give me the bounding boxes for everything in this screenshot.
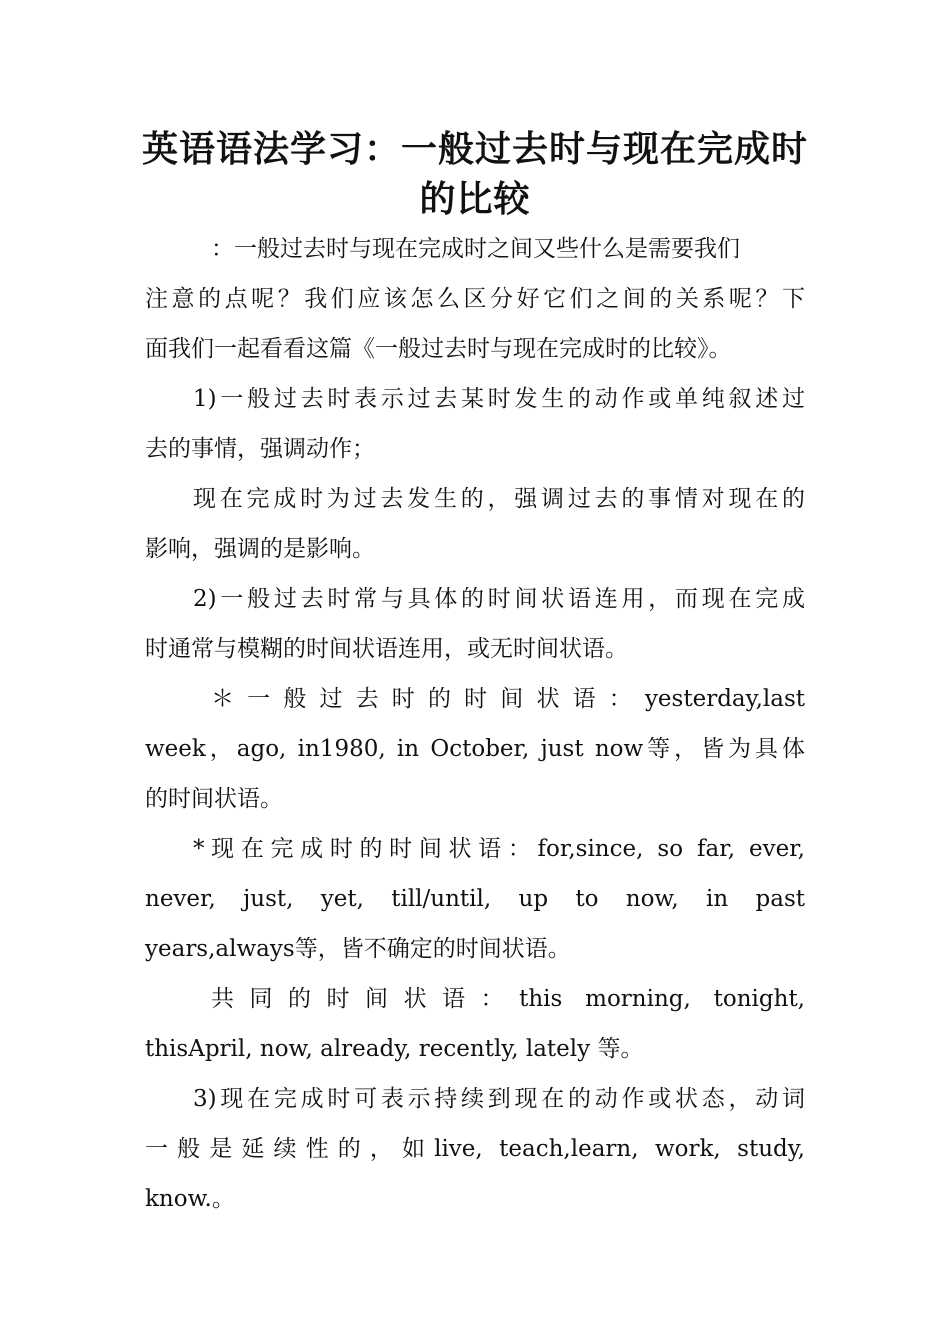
paragraph-line: 现在完成时为过去发生的，强调过去的事情对现在的 [193, 486, 805, 512]
paragraph-line: 面我们一起看看这篇《一般过去时与现在完成时的比较》。 [145, 336, 732, 362]
paragraph-line: 3)现在完成时可表示持续到现在的动作或状态，动词 [193, 1086, 805, 1112]
document-title-line-2: 的比较 [419, 179, 531, 220]
paragraph-line: 的时间状语。 [145, 786, 283, 812]
paragraph-line: 2)一般过去时常与具体的时间状语连用，而现在完成 [193, 586, 805, 612]
paragraph-line: 一般是延续性的，如live, teach,learn, work, study, [145, 1136, 805, 1162]
document-body [145, 224, 805, 1224]
paragraph-line: know.。 [145, 1186, 235, 1212]
paragraph-line: week，ago, in1980, in October, just now等，皆为具体 [145, 736, 805, 762]
paragraph-line: 注意的点呢？我们应该怎么区分好它们之间的关系呢？下 [145, 286, 805, 312]
paragraph-line: *现在完成时的时间状语：for,since, so far, ever, [193, 836, 805, 862]
paragraph-line: thisApril, now, already, recently, lately 等。 [145, 1036, 644, 1062]
paragraph-line: 去的事情，强调动作； [145, 436, 375, 462]
document-title-line-1: 英语语法学习：一般过去时与现在完成时 [141, 129, 808, 170]
paragraph-line: never, just, yet, till/until, up to now, in past [145, 886, 805, 912]
paragraph-line: 1)一般过去时表示过去某时发生的动作或单纯叙述过 [193, 386, 805, 412]
paragraph-line: 共同的时间状语：this morning, tonight, [211, 986, 805, 1012]
paragraph-line: ＊一般过去时的时间状语：yesterday,last [211, 686, 805, 712]
paragraph-line: years,always等，皆不确定的时间状语。 [145, 936, 571, 962]
paragraph-line: 影响，强调的是影响。 [145, 536, 375, 562]
paragraph-line: 时通常与模糊的时间状语连用，或无时间状语。 [145, 636, 628, 662]
paragraph-line: ：一般过去时与现在完成时之间又些什么是需要我们 [211, 236, 740, 262]
